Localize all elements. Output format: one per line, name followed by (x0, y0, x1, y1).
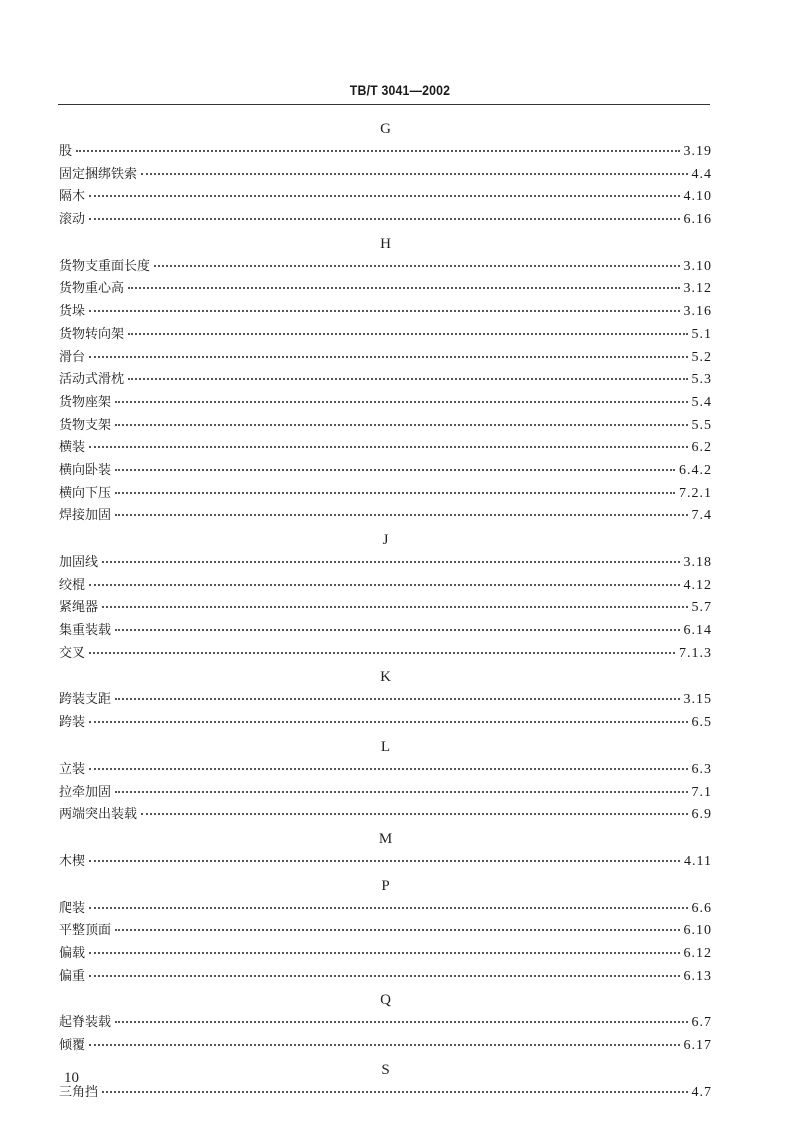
clause-ref: 6.3 (691, 761, 712, 777)
index-letter-m: M (378, 830, 393, 847)
clause-ref: 7.4 (691, 508, 712, 524)
dot-leader (115, 628, 679, 631)
index-entry (59, 164, 712, 187)
index-term: 跨装支距 (59, 692, 112, 708)
index-entry (59, 920, 712, 943)
index-entry (59, 209, 712, 232)
clause-ref: 5.3 (691, 372, 712, 388)
index-term: 起脊装载 (59, 1015, 112, 1031)
index-entry (59, 324, 712, 347)
index-entry (59, 898, 712, 921)
index-entry (59, 1012, 712, 1035)
clause-ref: 7.1.3 (679, 645, 712, 661)
dot-leader (115, 790, 687, 793)
clause-ref: 6.2 (691, 440, 712, 456)
dot-leader (115, 513, 687, 516)
clause-ref: 6.12 (683, 945, 712, 961)
dot-leader (115, 697, 679, 700)
dot-leader (115, 423, 687, 426)
index-entry (59, 437, 712, 460)
clause-ref: 6.13 (683, 968, 712, 984)
index-term: 倾覆 (59, 1038, 86, 1053)
index-entry (59, 804, 712, 827)
index-term: 紧绳器 (59, 600, 99, 616)
dot-leader (102, 605, 687, 608)
clause-ref: 6.5 (691, 715, 712, 731)
index-entry (59, 689, 712, 712)
index-term: 交叉 (59, 645, 86, 661)
index-term: 三角挡 (59, 1084, 99, 1100)
index-entry (59, 392, 712, 415)
index-term: 货垛 (59, 304, 86, 320)
index-entry (59, 347, 712, 370)
index-term: 滚动 (59, 212, 86, 228)
index-term: 隔木 (59, 189, 86, 205)
dot-leader (89, 951, 679, 954)
dot-leader (89, 355, 687, 358)
index-entry (59, 575, 712, 598)
clause-ref: 6.16 (683, 212, 712, 228)
clause-ref: 3.19 (683, 144, 712, 159)
dot-leader (141, 812, 687, 815)
clause-ref: 5.7 (691, 600, 712, 616)
clause-ref: 6.10 (683, 923, 712, 939)
page-number: 10 (64, 1070, 79, 1086)
clause-ref: 6.9 (691, 807, 712, 823)
index-entry (59, 966, 712, 989)
clause-ref: 6.4.2 (679, 462, 712, 478)
dot-leader (128, 377, 687, 380)
index-letter-l: L (380, 738, 391, 755)
document-standard-number: TB/T 3041—2002 (349, 82, 451, 98)
index-term: 加固线 (59, 555, 99, 570)
index-term: 货物座架 (59, 394, 112, 410)
index-term: 横向下压 (59, 485, 112, 501)
clause-ref: 7.2.1 (679, 485, 712, 501)
clause-ref: 7.1 (691, 784, 712, 800)
index-entry (59, 415, 712, 438)
index-letter-g: G (380, 121, 391, 137)
index-letter-j: J (382, 532, 389, 548)
index-term: 横向卧装 (59, 462, 112, 478)
index-entry (59, 460, 712, 483)
index-term: 平整顶面 (59, 923, 112, 939)
index-term: 集重装载 (59, 623, 112, 639)
index-term: 货物支架 (59, 417, 112, 433)
dot-leader (89, 217, 679, 220)
clause-ref: 4.10 (683, 189, 712, 205)
dot-leader (154, 264, 679, 267)
dot-leader (115, 1020, 687, 1023)
index-term: 焊接加固 (59, 508, 112, 524)
dot-leader (76, 149, 679, 152)
index-term: 股 (59, 144, 73, 159)
dot-leader (102, 560, 679, 563)
dot-leader (89, 583, 679, 586)
clause-ref: 3.10 (683, 258, 712, 274)
clause-ref: 6.6 (691, 900, 712, 916)
clause-ref: 5.2 (691, 349, 712, 365)
clause-ref: 4.7 (691, 1084, 712, 1100)
dot-leader (89, 651, 675, 654)
index-term: 横装 (59, 440, 86, 456)
header-rule (58, 104, 710, 105)
index-entry (59, 369, 712, 392)
dot-leader (115, 468, 675, 471)
index-term: 爬装 (59, 900, 86, 916)
index-term: 木楔 (59, 853, 86, 869)
clause-ref: 4.4 (691, 166, 712, 182)
index-term: 偏重 (59, 968, 86, 984)
index-entry (59, 483, 712, 506)
index-entry (59, 1035, 712, 1058)
dot-leader (115, 400, 687, 403)
index-letter-p: P (381, 877, 390, 894)
term-index (59, 117, 712, 1104)
clause-ref: 3.18 (683, 555, 712, 570)
index-letter-k: K (380, 669, 391, 686)
index-entry (59, 759, 712, 782)
index-entry (59, 1082, 712, 1105)
index-letter-s: S (381, 1061, 390, 1078)
clause-ref: 6.17 (683, 1038, 712, 1053)
index-entry (59, 597, 712, 620)
index-entry (59, 141, 712, 164)
index-entry (59, 851, 712, 874)
clause-ref: 4.12 (683, 577, 712, 593)
index-term: 绞棍 (59, 577, 86, 593)
dot-leader (89, 720, 687, 723)
clause-ref: 3.12 (683, 281, 712, 297)
clause-ref: 4.11 (684, 853, 712, 869)
dot-leader (89, 906, 687, 909)
index-entry (59, 712, 712, 735)
index-term: 固定捆绑铁索 (59, 166, 138, 182)
index-term: 货物重心高 (59, 281, 125, 297)
index-entry (59, 278, 712, 301)
dot-leader (102, 1090, 687, 1093)
index-term: 货物支重面长度 (59, 258, 151, 274)
clause-ref: 6.14 (683, 623, 712, 639)
index-term: 活动式滑枕 (59, 372, 125, 388)
dot-leader (128, 332, 687, 335)
index-entry (59, 782, 712, 805)
dot-leader (115, 491, 675, 494)
dot-leader (141, 172, 687, 175)
index-entry (59, 552, 712, 575)
index-entry (59, 620, 712, 643)
index-entry (59, 505, 712, 528)
index-entry (59, 643, 712, 666)
index-letter-q: Q (380, 992, 391, 1009)
dot-leader (89, 194, 679, 197)
dot-leader (89, 767, 687, 770)
index-entry (59, 301, 712, 324)
index-entry (59, 943, 712, 966)
dot-leader (128, 286, 679, 289)
index-term: 滑台 (59, 349, 86, 365)
dot-leader (89, 1043, 679, 1046)
clause-ref: 6.7 (691, 1015, 712, 1031)
index-term: 货物转向架 (59, 326, 125, 342)
dot-leader (89, 974, 679, 977)
clause-ref: 3.16 (683, 304, 712, 320)
index-entry (59, 256, 712, 279)
dot-leader (89, 309, 679, 312)
index-term: 跨装 (59, 715, 86, 731)
index-term: 拉牵加固 (59, 784, 112, 800)
index-entry (59, 186, 712, 209)
clause-ref: 5.4 (691, 394, 712, 410)
index-term: 立装 (59, 761, 86, 777)
clause-ref: 3.15 (683, 692, 712, 708)
clause-ref: 5.5 (691, 417, 712, 433)
dot-leader (89, 859, 680, 862)
index-term: 偏载 (59, 945, 86, 961)
index-letter-h: H (380, 235, 391, 252)
dot-leader (115, 928, 679, 931)
dot-leader (89, 445, 687, 448)
index-term: 两端突出装载 (59, 807, 138, 823)
clause-ref: 5.1 (691, 326, 712, 342)
